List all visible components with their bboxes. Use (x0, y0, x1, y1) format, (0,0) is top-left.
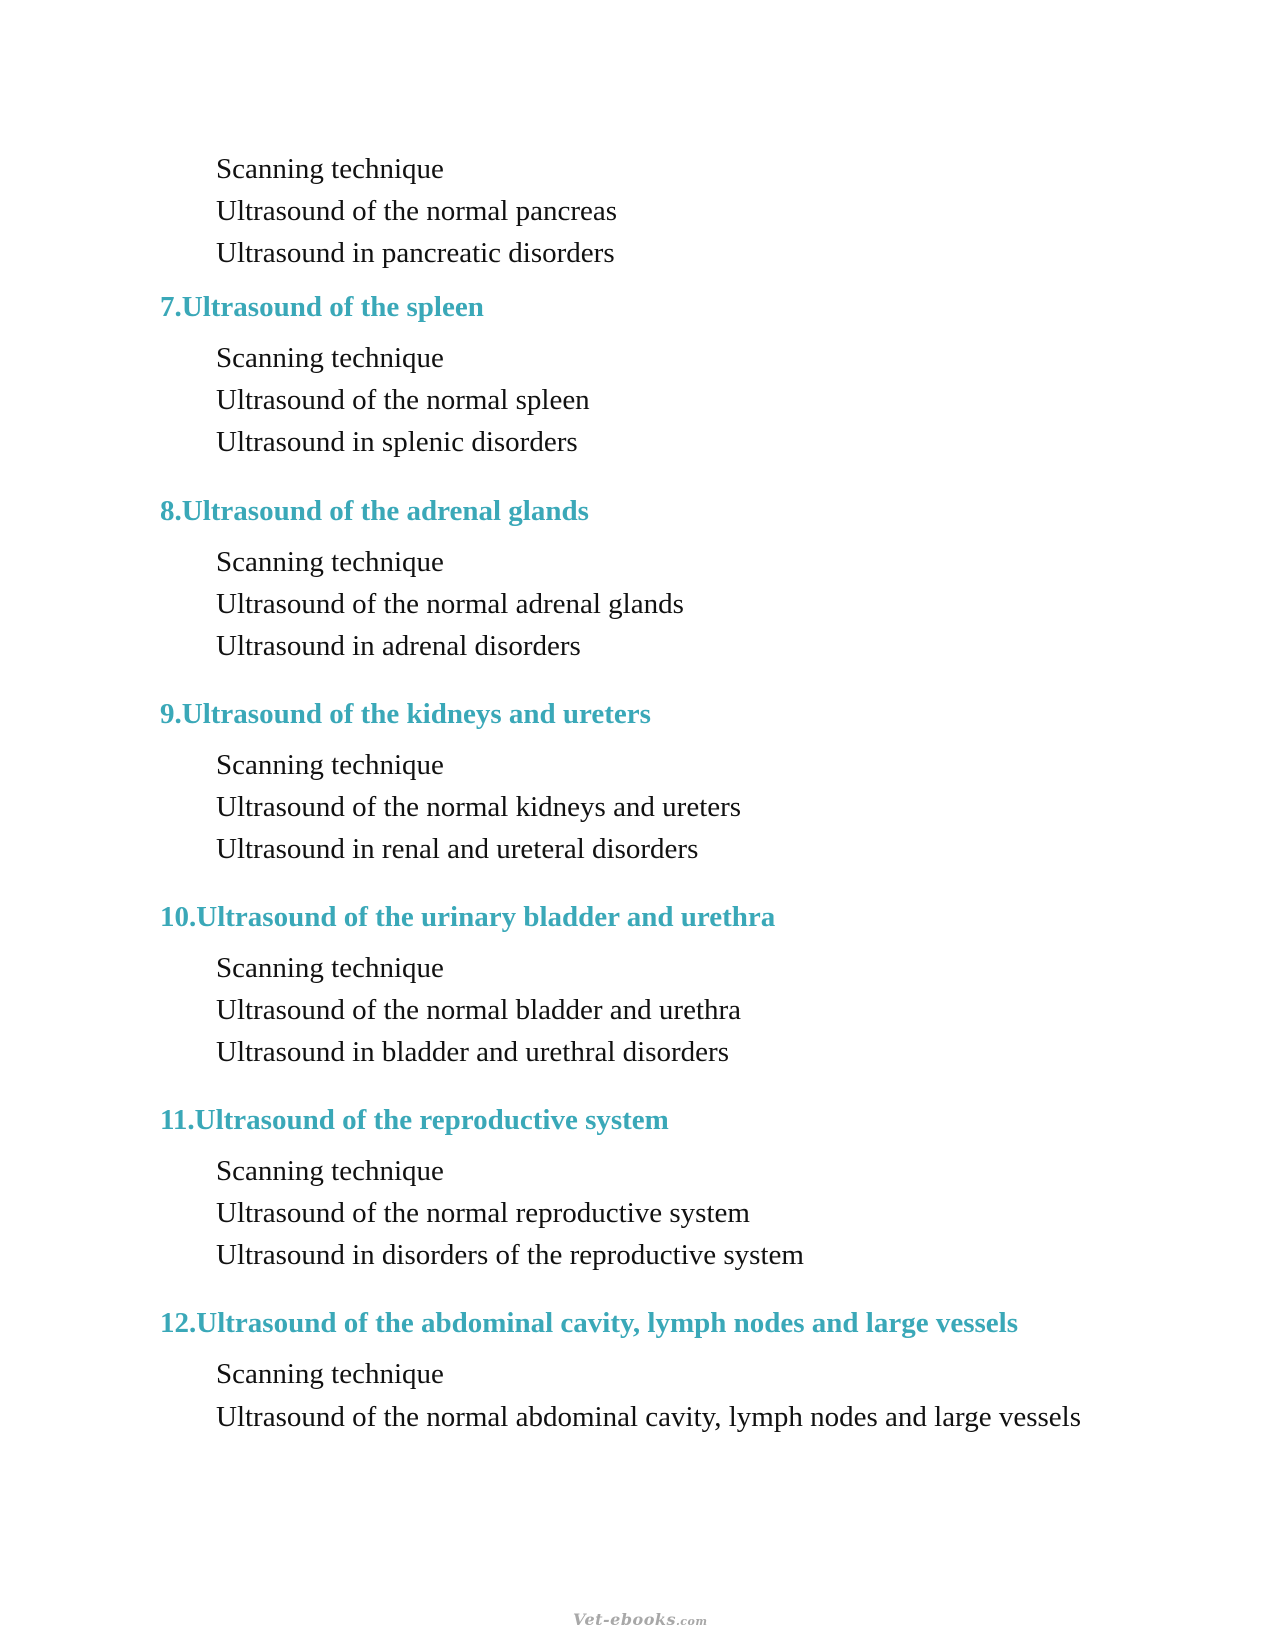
section-heading: 12.Ultrasound of the abdominal cavity, lymph nodes and large vessels (160, 1307, 1019, 1339)
toc-entry: Ultrasound of the normal reproductive system (216, 1197, 750, 1229)
toc-entry: Ultrasound of the normal abdominal cavity, lymph nodes and large vessels (216, 1401, 1081, 1433)
section-heading: 11.Ultrasound of the reproductive system (160, 1104, 669, 1136)
toc-entry: Ultrasound in renal and ureteral disorders (216, 833, 699, 865)
toc-entry: Ultrasound in bladder and urethral disorders (216, 1036, 729, 1068)
section-reproductive-system (160, 1100, 1160, 1276)
pancreas-subsection-list (216, 148, 1096, 274)
section-entry-list (216, 541, 1160, 667)
toc-entry: Scanning technique (216, 342, 444, 374)
toc-entry: Ultrasound of the normal spleen (216, 384, 590, 416)
section-entry-list (216, 337, 1160, 463)
watermark-text: Vet-ebooks (573, 1610, 676, 1629)
toc-entry: Scanning technique (216, 1155, 444, 1187)
toc-entry: Ultrasound in splenic disorders (216, 426, 578, 458)
section-abdominal-cavity (160, 1303, 1160, 1435)
section-adrenal-glands (160, 491, 1160, 667)
toc-entry: Scanning technique (216, 546, 444, 578)
toc-entry: Ultrasound in disorders of the reproductive system (216, 1239, 804, 1271)
watermark-suffix: .com (675, 1615, 708, 1628)
toc-entry: Ultrasound in pancreatic disorders (216, 237, 615, 269)
section-heading: 7.Ultrasound of the spleen (160, 291, 484, 323)
section-entry-list (216, 1353, 1160, 1435)
section-heading: 9.Ultrasound of the kidneys and ureters (160, 698, 651, 730)
section-kidneys-ureters (160, 694, 1160, 870)
toc-entry: Ultrasound in adrenal disorders (216, 630, 581, 662)
section-spleen (160, 287, 1160, 463)
watermark-logo (573, 1610, 707, 1629)
section-entry-list (216, 947, 1160, 1073)
section-heading: 8.Ultrasound of the adrenal glands (160, 495, 589, 527)
toc-entry: Ultrasound of the normal kidneys and ureters (216, 791, 742, 823)
section-bladder-urethra (160, 897, 1160, 1073)
toc-entry: Ultrasound of the normal pancreas (216, 195, 618, 227)
toc-entry: Scanning technique (216, 1358, 444, 1390)
section-heading: 10.Ultrasound of the urinary bladder and urethra (160, 901, 776, 933)
toc-entry: Scanning technique (216, 749, 444, 781)
section-entry-list (216, 1150, 1160, 1276)
section-entry-list (216, 744, 1160, 870)
toc-entry: Ultrasound of the normal bladder and urethra (216, 994, 742, 1026)
toc-entry: Scanning technique (216, 153, 444, 185)
toc-entry: Ultrasound of the normal adrenal glands (216, 588, 684, 620)
toc-entry: Scanning technique (216, 952, 444, 984)
